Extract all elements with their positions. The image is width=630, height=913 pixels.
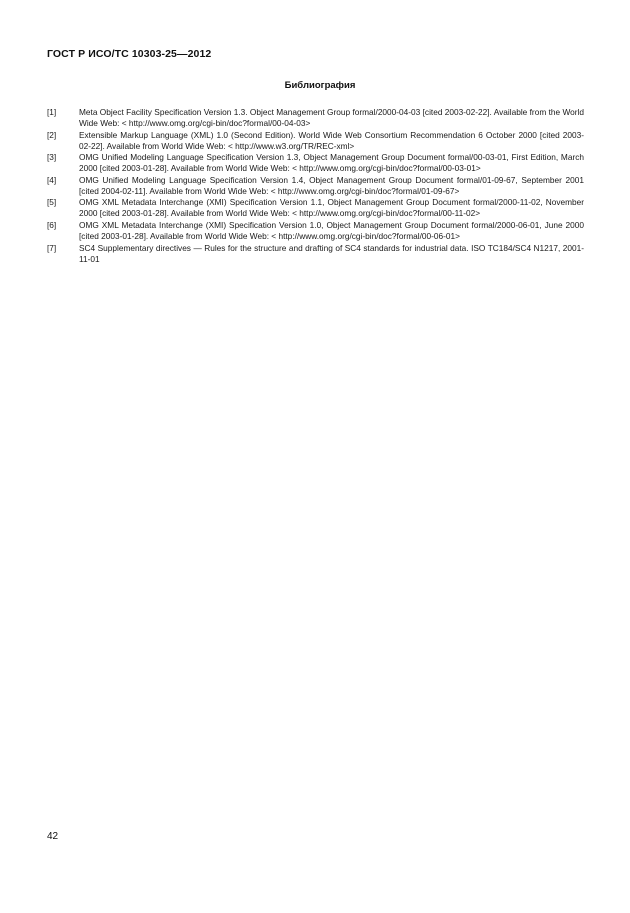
document-header: ГОСТ Р ИСО/ТС 10303-25—2012 bbox=[47, 48, 212, 60]
bibliography-title: Библиография bbox=[284, 80, 356, 91]
bibliography-entry bbox=[47, 152, 584, 174]
reference-number: [2] bbox=[47, 129, 57, 140]
reference-text: OMG XML Metadata Interchange (XMI) Specification Version 1.1, Object Management Group Document formal/2000-11-02, November 2000 [cited 2003-01-28]. Available from World Wide Web: < http://www.omg.org/cgi-bin/doc?formal/00-11-02> bbox=[79, 197, 584, 219]
reference-text: OMG Unified Modeling Language Specification Version 1.4, Object Management Group Document formal/01-09-67, September 2001 [cited 2004-02-11]. Available from World Wide Web: < http://www.omg.org/cgi-bin/doc?formal/01-09-67> bbox=[79, 174, 584, 196]
bibliography-entry bbox=[47, 220, 584, 242]
bibliography-list bbox=[47, 107, 584, 265]
reference-number: [3] bbox=[47, 152, 57, 163]
reference-number: [4] bbox=[47, 174, 57, 185]
reference-number: [6] bbox=[47, 219, 57, 230]
bibliography-entry bbox=[47, 175, 584, 197]
reference-number: [5] bbox=[47, 197, 57, 208]
reference-text: OMG XML Metadata Interchange (XMI) Specification Version 1.0, Object Management Group Document formal/2000-06-01, June 2000 [cited 2003-01-28]. Available from World Wide Web: < http://www.omg.org/cgi-bin/doc?formal/00-06-01> bbox=[79, 219, 584, 241]
bibliography-entry bbox=[47, 197, 584, 219]
page-number: 42 bbox=[47, 831, 59, 842]
reference-text: OMG Unified Modeling Language Specification Version 1.3, Object Management Group Document formal/00-03-01, First Edition, March 2000 [cited 2003-01-28]. Available from World Wide Web: < http://www.omg.org/cgi-bin/doc?formal/00-03-01> bbox=[79, 152, 584, 174]
bibliography-entry bbox=[47, 130, 584, 152]
reference-number: [1] bbox=[47, 107, 57, 117]
bibliography-entry bbox=[47, 243, 584, 265]
bibliography-entry bbox=[47, 107, 584, 129]
reference-text: SC4 Supplementary directives — Rules for the structure and drafting of SC4 standards for industrial data. ISO TC184/SC4 N1217, 2001-11-01 bbox=[79, 242, 584, 264]
reference-number: [7] bbox=[47, 242, 57, 253]
reference-text: Meta Object Facility Specification Version 1.3. Object Management Group formal/2000-04-03 [cited 2003-02-22]. Available from the World Wide Web: < http://www.omg.org/cgi-bin/doc?formal/00-04-03> bbox=[79, 107, 584, 128]
reference-text: Extensible Markup Language (XML) 1.0 (Second Edition). World Wide Web Consortium Recommendation 6 October 2000 [cited 2003-02-22]. Available from World Wide Web: < http://www.w3.org/TR/REC-xml> bbox=[79, 129, 584, 151]
